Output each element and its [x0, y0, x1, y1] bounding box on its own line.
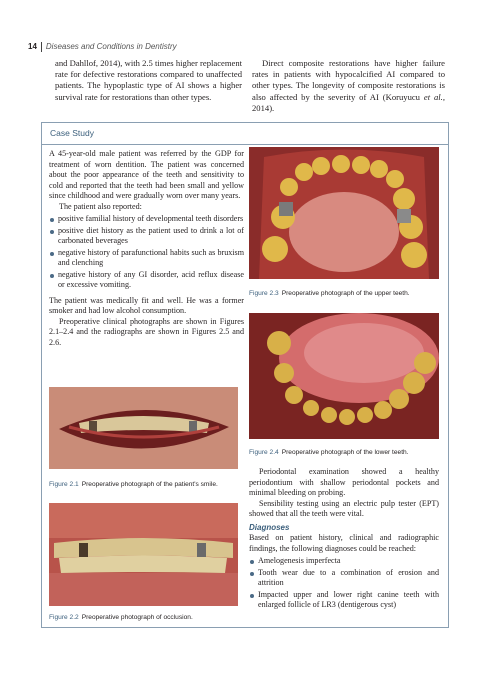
- header-divider: [41, 42, 42, 52]
- intro-left-paragraph: and Dahllof, 2014), with 2.5 times higher replacement rate for defective restorations compared to unaffected patients. The hypoplastic type of AI shows a higher survival rate for restorations than other types.: [55, 58, 242, 102]
- page-number: 14: [28, 42, 37, 52]
- case-study-box: [41, 122, 449, 628]
- intro-right-text-end: , 2014).: [252, 91, 445, 113]
- figure-2-2-caption: [49, 613, 239, 622]
- figure-caption-text: Preoperative photograph of the upper teeth.: [281, 290, 410, 297]
- case-paragraph: The patient was medically fit and well. He was a former smoker and had low alcohol consumption.: [49, 295, 244, 315]
- occlusion-photo-graphic: [49, 503, 238, 606]
- intro-right-text: Direct composite restorations have higher failure rates in patients with hypocalcified AI compared to other types. The longevity of composite restorations is also affected by the severity of AI (Koruyucu: [252, 58, 445, 102]
- running-header: [28, 42, 177, 52]
- list-item: negative history of any GI disorder, acid reflux disease or excessive vomiting.: [49, 270, 244, 291]
- intro-right-italic: et al.: [423, 91, 443, 102]
- case-paragraph: Preoperative clinical photographs are shown in Figures 2.1–2.4 and the radiographs are shown in Figures 2.5 and 2.6.: [49, 316, 244, 347]
- figure-label: Figure 2.2: [49, 614, 79, 621]
- figure-2-1-caption: [49, 480, 239, 489]
- diagnoses-list: [249, 556, 439, 611]
- figure-2-4-photo: [249, 313, 439, 439]
- diagnoses-intro: Based on patient history, clinical and radiographic findings, the following diagnoses could be reached:: [249, 533, 439, 553]
- case-right-text: [249, 467, 439, 612]
- reported-list: [49, 214, 244, 291]
- list-item: positive diet history as the patient used to drink a lot of carbonated beverages: [49, 226, 244, 247]
- lower-teeth-photo-graphic: [249, 313, 439, 439]
- figure-label: Figure 2.4: [249, 449, 279, 456]
- upper-teeth-photo-graphic: [249, 147, 439, 279]
- case-study-header: [42, 123, 448, 145]
- intro-right-column: [252, 58, 445, 114]
- smile-photo-graphic: [49, 387, 238, 469]
- list-item: Impacted upper and lower right canine teeth with enlarged follicle of LR3 (dentigerous cyst): [249, 590, 439, 611]
- list-item: positive familial history of developmental teeth disorders: [49, 214, 244, 225]
- list-item: Amelogenesis imperfecta: [249, 556, 439, 567]
- list-item: negative history of parafunctional habits such as bruxism and clenching: [49, 248, 244, 269]
- figure-2-4-caption: [249, 448, 441, 457]
- running-title: Diseases and Conditions in Dentistry: [45, 42, 177, 52]
- figure-caption-text: Preoperative photograph of the lower teeth.: [281, 449, 409, 456]
- diagnoses-heading: Diagnoses: [249, 522, 290, 532]
- figure-caption-text: Preoperative photograph of the patient's smile.: [81, 481, 218, 488]
- figure-2-3-photo: [249, 147, 439, 279]
- case-paragraph: A 45-year-old male patient was referred by the GDP for treatment of worn dentition. The patient was concerned about the poor appearance of the teeth and sensitivity to cold and reported that the teeth had been small and yellow since childhood and were gradually worn over many years.: [49, 149, 244, 200]
- intro-right-paragraph: [252, 58, 445, 114]
- figure-2-2-photo: [49, 503, 238, 606]
- figure-label: Figure 2.1: [49, 481, 79, 488]
- list-item: Tooth wear due to a combination of erosion and attrition: [249, 568, 439, 589]
- figure-label: Figure 2.3: [249, 290, 279, 297]
- intro-left-column: [55, 58, 242, 103]
- figure-2-1-photo: [49, 387, 238, 469]
- figure-2-3-caption: [249, 289, 441, 298]
- figure-caption-text: Preoperative photograph of occlusion.: [81, 614, 193, 621]
- case-left-text: [49, 149, 244, 348]
- case-paragraph: The patient also reported:: [59, 201, 142, 211]
- case-paragraph: Sensibility testing using an electric pulp tester (EPT) showed that all the teeth were vital.: [249, 498, 439, 518]
- case-study-title: Case Study: [50, 128, 94, 138]
- case-paragraph: Periodontal examination showed a healthy periodontium with shallow periodontal pockets and minimal bleeding on probing.: [249, 467, 439, 497]
